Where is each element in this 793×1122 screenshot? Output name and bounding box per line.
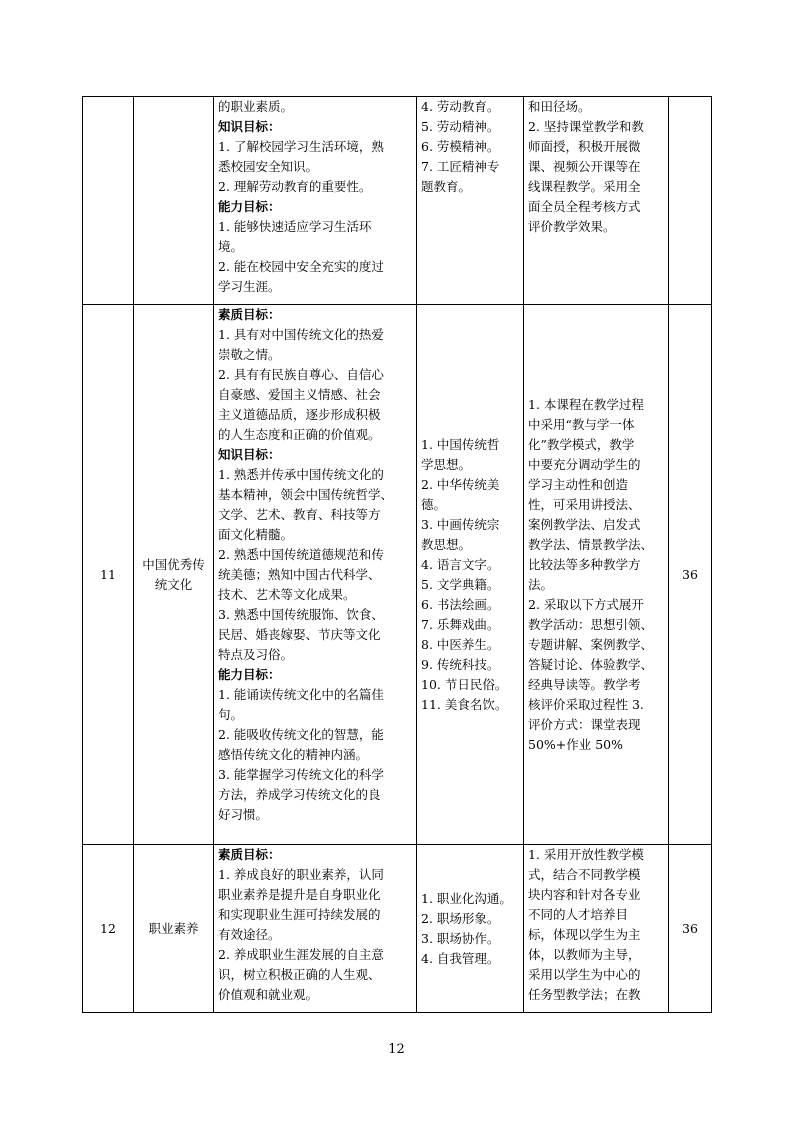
text-line: 教思想。 xyxy=(421,536,472,552)
text-line: 任务型教学法；在教 xyxy=(528,987,641,1002)
text-line: 1. 养成良好的职业素养，认同 xyxy=(218,867,384,882)
text-line: 8. 中医养生。 xyxy=(421,636,500,652)
text-line: 评价方式：课堂表现 xyxy=(528,716,641,732)
course-name: 中国优秀传统文化 xyxy=(134,305,214,845)
text-line: 和田径场。 xyxy=(528,99,591,114)
text-line: 2. 熟悉中国传统道德规范和传 xyxy=(218,547,384,562)
section-heading: 能力目标： xyxy=(218,667,281,682)
text-line: 核评价采取过程性 3. xyxy=(528,696,644,712)
course-hours xyxy=(669,97,712,305)
text-line: 11. 美食名饮。 xyxy=(421,696,508,712)
course-name xyxy=(134,97,214,305)
course-name: 职业素养 xyxy=(134,845,214,1013)
text-line: 7. 乐舞戏曲。 xyxy=(421,616,500,632)
table-row xyxy=(83,97,712,305)
text-line: 境。 xyxy=(218,239,244,254)
teaching-method xyxy=(524,845,669,1013)
text-line: 技术、艺术等文化成果。 xyxy=(218,587,356,602)
text-line: 1. 职业化沟通。 xyxy=(421,890,512,906)
text-line: 2. 采取以下方式展开 xyxy=(528,596,644,612)
text-line: 评价教学效果。 xyxy=(528,219,616,234)
text-line: 的职业素质。 xyxy=(218,99,294,114)
section-heading: 素质目标： xyxy=(218,307,281,322)
text-line: 采用以学生为中心的 xyxy=(528,967,641,982)
text-line: 4. 劳动教育。 xyxy=(421,99,500,114)
text-line: 不同的人才培养目 xyxy=(528,907,629,922)
text-line: 50%+作业 50% xyxy=(528,736,624,752)
text-line: 方法，养成学习传统文化的良 xyxy=(218,787,381,802)
text-line: 1. 能够快速适应学习生活环 xyxy=(218,219,372,234)
text-line: 性，可采用讲授法、 xyxy=(528,496,641,512)
text-line: 1. 采用开放性教学模 xyxy=(528,847,644,862)
text-line: 统美德；熟知中国古代科学、 xyxy=(218,567,381,582)
text-line: 自豪感、爱国主义情感、社会 xyxy=(218,387,381,402)
text-line: 面文化精髓。 xyxy=(218,527,294,542)
table-row xyxy=(83,305,712,845)
text-line: 中采用“教与学一体 xyxy=(528,416,635,432)
course-hours: 36 xyxy=(669,305,712,845)
section-heading: 知识目标： xyxy=(218,447,281,462)
teaching-method xyxy=(524,305,669,845)
text-line: 3. 熟悉中国传统服饰、饮食、 xyxy=(218,607,384,622)
text-line: 有效途径。 xyxy=(218,927,281,942)
text-line: 答疑讨论、体验教学、 xyxy=(528,656,654,672)
text-line: 2. 具有有民族自尊心、自信心 xyxy=(218,367,384,382)
text-line: 化”教学模式，教学 xyxy=(528,436,635,452)
text-line: 2. 职场形象。 xyxy=(421,910,500,926)
section-heading: 知识目标： xyxy=(218,119,281,134)
text-line: 师面授，积极开展微 xyxy=(528,139,641,154)
text-line: 课、视频公开课等在 xyxy=(528,159,641,174)
text-line: 体，以教师为主导， xyxy=(528,947,641,962)
text-line: 教学活动：思想引领、 xyxy=(528,616,654,632)
text-line: 崇敬之情。 xyxy=(218,347,281,362)
text-line: 文学、艺术、教育、科技等方 xyxy=(218,507,381,522)
text-line: 职业素养是提升是自身职业化 xyxy=(218,887,381,902)
text-line: 1. 了解校园学习生活环境，熟 xyxy=(218,139,384,154)
teaching-method xyxy=(524,97,669,305)
text-line: 面全员全程考核方式 xyxy=(528,199,641,214)
text-line: 3. 能掌握学习传统文化的科学 xyxy=(218,767,384,782)
text-line: 4. 语言文字。 xyxy=(421,556,500,572)
text-line: 好习惯。 xyxy=(218,807,269,822)
text-line: 6. 书法绘画。 xyxy=(421,596,500,612)
text-line: 2. 中华传统美 xyxy=(421,476,500,492)
text-line: 2. 能在校园中安全充实的度过 xyxy=(218,259,384,274)
table-row xyxy=(83,845,712,1013)
text-line: 块内容和针对各专业 xyxy=(528,887,641,902)
course-number: 11 xyxy=(83,305,134,845)
text-line: 和实现职业生涯可持续发展的 xyxy=(218,907,381,922)
course-content xyxy=(417,97,524,305)
text-line: 1. 具有对中国传统文化的热爱 xyxy=(218,327,384,342)
text-line: 悉校园安全知识。 xyxy=(218,159,319,174)
course-number: 12 xyxy=(83,845,134,1013)
course-content xyxy=(417,305,524,845)
text-line: 特点及习俗。 xyxy=(218,647,294,662)
text-line: 中要充分调动学生的 xyxy=(528,456,641,472)
course-goals xyxy=(214,845,417,1013)
text-line: 学习主动性和创造 xyxy=(528,476,629,492)
section-heading: 能力目标： xyxy=(218,199,281,214)
text-line: 6. 劳模精神。 xyxy=(421,139,500,154)
text-line: 学思想。 xyxy=(421,456,472,472)
text-line: 主义道德品质，逐步形成积极 xyxy=(218,407,381,422)
text-line: 专题讲解、案例教学、 xyxy=(528,636,654,652)
text-line: 9. 传统科技。 xyxy=(421,656,500,672)
text-line: 2. 能吸收传统文化的智慧，能 xyxy=(218,727,384,742)
text-line: 价值观和就业观。 xyxy=(218,987,319,1002)
text-line: 学习生涯。 xyxy=(218,279,281,294)
text-line: 2. 坚持课堂教学和教 xyxy=(528,119,644,134)
text-line: 1. 本课程在教学过程 xyxy=(528,396,644,412)
text-line: 3. 中画传统宗 xyxy=(421,516,500,532)
text-line: 比较法等多种教学方 xyxy=(528,556,641,572)
text-line: 经典导读等。教学考 xyxy=(528,676,641,692)
text-line: 基本精神，领会中国传统哲学、 xyxy=(218,487,394,502)
text-line: 德。 xyxy=(421,496,447,512)
course-table xyxy=(82,96,712,1013)
text-line: 2. 养成职业生涯发展的自主意 xyxy=(218,947,384,962)
text-line: 1. 能诵读传统文化中的名篇佳 xyxy=(218,687,384,702)
page-number: 12 xyxy=(388,1042,405,1057)
text-line: 案例教学法、启发式 xyxy=(528,516,641,532)
text-line: 线课程教学。采用全 xyxy=(528,179,641,194)
text-line: 句。 xyxy=(218,707,244,722)
text-line: 教学法、情景教学法、 xyxy=(528,536,654,552)
text-line: 7. 工匠精神专 xyxy=(421,159,500,174)
text-line: 4. 自我管理。 xyxy=(421,950,500,966)
text-line: 3. 职场协作。 xyxy=(421,930,500,946)
text-line: 5. 文学典籍。 xyxy=(421,576,500,592)
text-line: 法。 xyxy=(528,576,554,592)
text-line: 的人生态度和正确的价值观。 xyxy=(218,427,381,442)
course-goals xyxy=(214,97,417,305)
text-line: 感悟传统文化的精神内涵。 xyxy=(218,747,369,762)
text-line: 2. 理解劳动教育的重要性。 xyxy=(218,179,372,194)
course-number xyxy=(83,97,134,305)
text-line: 民居、婚丧嫁娶、节庆等文化 xyxy=(218,627,381,642)
course-hours: 36 xyxy=(669,845,712,1013)
text-line: 10. 节日民俗。 xyxy=(421,676,508,692)
text-line: 题教育。 xyxy=(421,179,472,194)
text-line: 识，树立积极正确的人生观、 xyxy=(218,967,381,982)
course-content xyxy=(417,845,524,1013)
text-line: 式，结合不同教学模 xyxy=(528,867,641,882)
text-line: 5. 劳动精神。 xyxy=(421,119,500,134)
text-line: 1. 中国传统哲 xyxy=(421,436,500,452)
section-heading: 素质目标： xyxy=(218,847,281,862)
course-goals xyxy=(214,305,417,845)
text-line: 标，体现以学生为主 xyxy=(528,927,641,942)
text-line: 1. 熟悉并传承中国传统文化的 xyxy=(218,467,384,482)
